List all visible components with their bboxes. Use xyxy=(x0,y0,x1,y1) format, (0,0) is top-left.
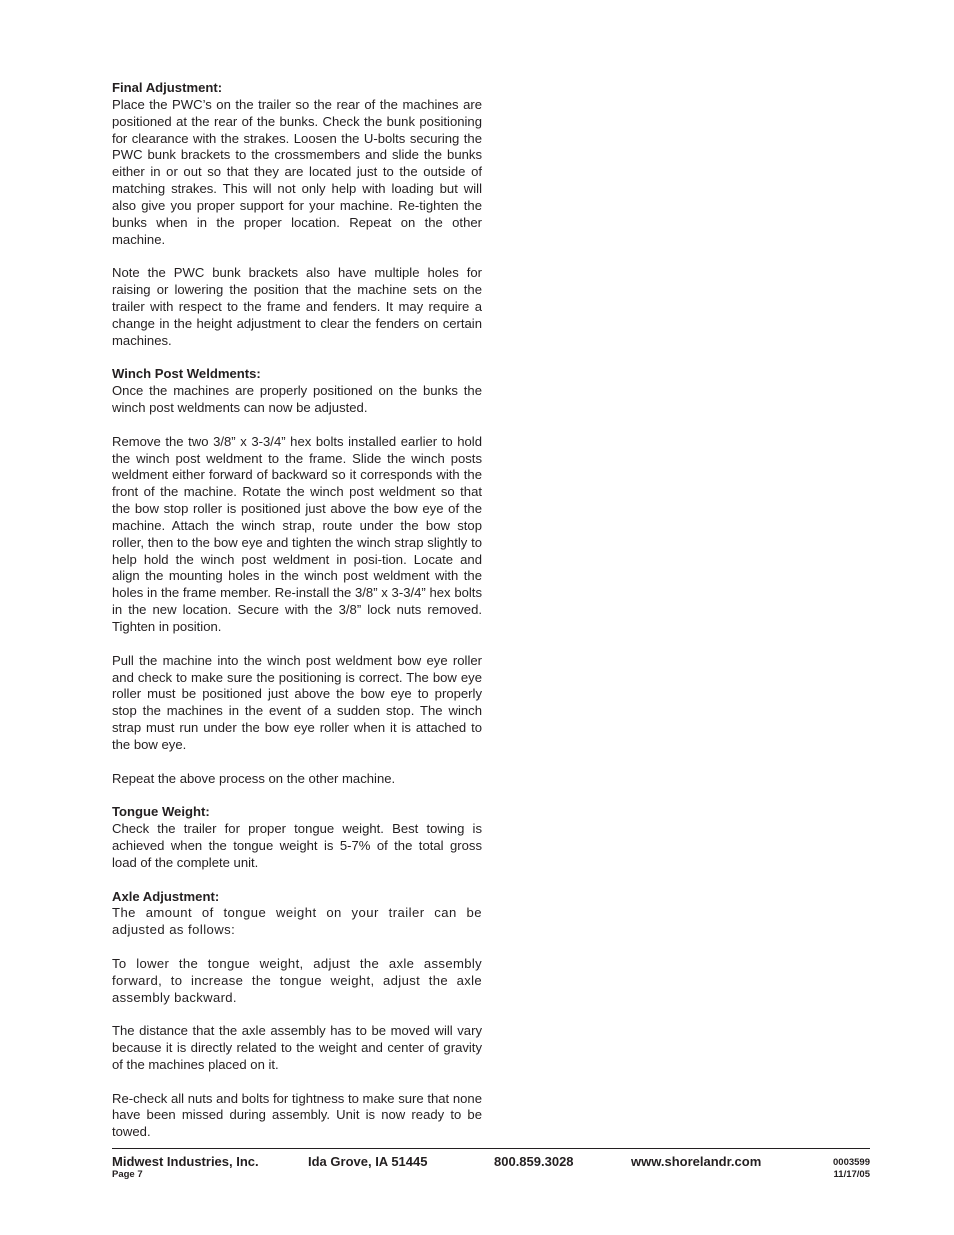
paragraph: Re-check all nuts and bolts for tightness to make sure that none have been missed during assembly. Unit is now ready to be towed. xyxy=(112,1090,482,1140)
paragraph-block xyxy=(112,956,482,1007)
page-footer xyxy=(112,1148,870,1185)
paragraph-block xyxy=(112,653,482,754)
footer-page-number: Page 7 xyxy=(112,1169,143,1180)
paragraph: Remove the two 3/8” x 3-3/4” hex bolts installed earlier to hold the winch post weldment to the frame. Slide the winch posts weldment either forward of backward so it corresponds with the front of the machine. Rotate the winch post weldment so that the bow stop roller is positioned just above the bow eye of the machine. Attach the winch strap, route under the bow stop roller, then to the bow eye and tighten the winch strap slightly to help hold the winch post weldment in posi-tion. Locate and align the mounting holes in the winch post weldment with the holes in the frame member. Re-install the 3/8” x 3-3/4” hex bolts in the new location. Secure with the 3/8” lock nuts removed. Tighten in position. xyxy=(112,433,482,634)
section-heading-tongue-weight: Tongue Weight: xyxy=(112,804,210,820)
footer-row xyxy=(112,1149,870,1167)
footer-row xyxy=(112,1167,870,1185)
footer-date: 11/17/05 xyxy=(833,1169,870,1180)
section-heading-final-adjustment: Final Adjustment: xyxy=(112,80,223,95)
paragraph-block xyxy=(112,771,482,788)
paragraph: The distance that the axle assembly has to be moved will vary because it is directly related to the weight and center of gravity of the machines placed on it. xyxy=(112,1023,482,1072)
paragraph-block xyxy=(112,1023,482,1074)
winch-post-intro xyxy=(112,366,482,417)
paragraph: Check the trailer for proper tongue weight. Best towing is achieved when the tongue weight is 5-7% of the total gross load of the complete unit. xyxy=(112,821,482,870)
tongue-weight-intro xyxy=(112,804,482,871)
paragraph: Pull the machine into the winch post weldment bow eye roller and check to make sure the positioning is correct. The bow eye roller must be positioned just above the bow eye to properly stop the machines in the event of a sudden stop. The winch strap must run under the bow eye roller when it is attached to the bow eye. xyxy=(112,652,482,752)
footer-doc-number: 0003599 xyxy=(833,1157,870,1168)
paragraph-block xyxy=(112,434,482,636)
paragraph: Note the PWC bunk brackets also have multiple holes for raising or lowering the position that the machine sets on the trailer with respect to the frame and fenders. It may require a change in the height adjustment to clear the fenders on certain machines. xyxy=(112,265,482,348)
footer-location: Ida Grove, IA 51445 xyxy=(308,1154,428,1169)
section-heading-axle-adjustment: Axle Adjustment: xyxy=(112,888,220,904)
section-heading-winch-post-weldments: Winch Post Weldments: xyxy=(112,366,261,382)
paragraph: To lower the tongue weight, adjust the axle assembly forward, to increase the tongue weight, adjust the axle assembly backward. xyxy=(112,955,482,1005)
axle-adjustment-intro xyxy=(112,889,482,940)
footer-company: Midwest Industries, Inc. xyxy=(112,1154,259,1169)
paragraph: Repeat the above process on the other machine. xyxy=(112,770,396,786)
paragraph-block xyxy=(112,1091,482,1142)
paragraph: Once the machines are properly positioned on the bunks the winch post weldments can now be adjusted. xyxy=(112,383,482,416)
main-text-column xyxy=(112,80,482,1158)
final-adjustment-intro xyxy=(112,80,482,248)
paragraph: The amount of tongue weight on your trailer can be adjusted as follows: xyxy=(112,905,482,938)
footer-website: www.shorelandr.com xyxy=(631,1154,762,1169)
footer-phone: 800.859.3028 xyxy=(494,1154,574,1169)
paragraph: Place the PWC’s on the trailer so the rear of the machines are positioned at the rear of the bunks. Check the bunk positioning for clearance with the strakes. Loosen the U-bolts securing the PWC bunk brackets to the crossmembers and slide the bunks either in or out so that they are located just to the outside of matching strakes. This will not only help with loading but will also give you proper support for your machine. Re-tighten the bunks when in the proper location. Repeat on the other machine. xyxy=(112,96,482,247)
paragraph-block xyxy=(112,265,482,349)
